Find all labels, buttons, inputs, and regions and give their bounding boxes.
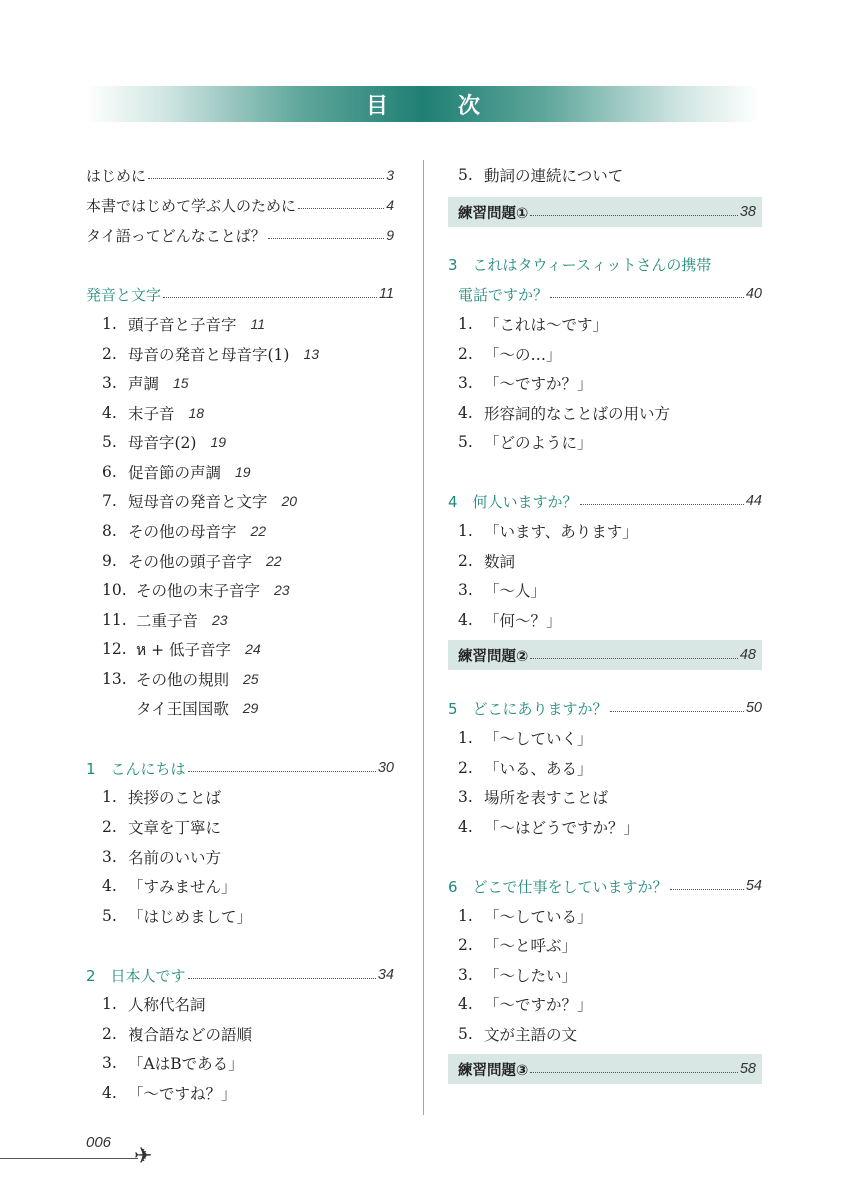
item-label: 形容詞的なことばの用い方: [484, 405, 671, 423]
item-label: 複合語などの語順: [128, 1026, 253, 1044]
exercise-title: 練習問題③: [458, 1062, 529, 1079]
leader-dots: [530, 658, 738, 659]
toc-subitem[interactable]: [86, 695, 394, 721]
toc-subitem[interactable]: [86, 1021, 394, 1047]
chapter-title: 4 何人いますか？: [448, 492, 578, 511]
toc-subitem[interactable]: [86, 459, 394, 485]
item-label: タイ王国国歌: [136, 700, 229, 718]
footer-rule: [0, 1158, 138, 1159]
item-number: 4.: [458, 995, 473, 1013]
toc-page-number: 38: [739, 204, 756, 220]
item-label: その他の規則: [136, 671, 230, 689]
item-number: 3.: [458, 788, 473, 806]
toc-subitem[interactable]: [448, 162, 762, 188]
item-number: 1.: [458, 315, 473, 333]
toc-page-number: 11: [378, 286, 394, 302]
item-number: 4.: [458, 404, 473, 422]
item-number: 1.: [102, 315, 117, 333]
toc-subitem[interactable]: [86, 1050, 394, 1076]
toc-subitem[interactable]: [86, 636, 394, 662]
toc-subitem[interactable]: [86, 429, 394, 455]
exercise-title: 練習問題①: [458, 205, 529, 222]
chapter-title: 6 どこで仕事をしていますか？: [448, 877, 668, 896]
section-title: 発音と文字: [86, 285, 162, 304]
airplane-icon: ✈: [134, 1144, 153, 1169]
toc-page-number: 30: [377, 760, 394, 776]
toc-subitem[interactable]: [86, 814, 394, 840]
toc-entry-label: はじめに: [86, 166, 147, 185]
item-number: 2.: [458, 936, 473, 954]
toc-subitem[interactable]: [448, 814, 762, 840]
item-label: 「〜の…」: [484, 346, 562, 364]
toc-chapter-4[interactable]: [448, 488, 762, 514]
toc-page-number: 54: [745, 878, 762, 894]
item-label: その他の母音字: [128, 523, 237, 541]
leader-dots: [163, 297, 377, 298]
item-label: その他の頭子音字: [128, 553, 253, 571]
toc-page-number: 13: [303, 346, 320, 362]
toc-page-number: 23: [274, 582, 290, 598]
item-label: 「どのように」: [484, 434, 593, 452]
toc-subitem[interactable]: [448, 341, 762, 367]
toc-entry-intro[interactable]: [86, 222, 394, 248]
leader-dots: [298, 208, 384, 209]
toc-chapter-3-cont[interactable]: [448, 281, 762, 307]
item-number: 3.: [458, 966, 473, 984]
toc-subitem[interactable]: [448, 932, 762, 958]
toc-entry-intro[interactable]: [86, 162, 394, 188]
item-label: 促音節の声調: [128, 464, 222, 482]
item-number: 4.: [458, 611, 473, 629]
item-label: 「〜していく」: [484, 730, 593, 748]
toc-page-number: 15: [173, 375, 189, 391]
item-number: 3.: [102, 374, 117, 392]
item-number: 6.: [102, 463, 117, 481]
toc-subitem[interactable]: [86, 311, 394, 337]
toc-subitem[interactable]: [448, 784, 762, 810]
leader-dots: [148, 178, 384, 179]
item-label: 「すみません」: [128, 878, 237, 896]
item-number: 5.: [102, 907, 117, 925]
item-label: 「〜と呼ぶ」: [484, 937, 578, 955]
toc-subitem[interactable]: [448, 518, 762, 544]
item-number: 5.: [458, 1025, 473, 1043]
toc-page-number: 50: [745, 700, 762, 716]
item-label: 数詞: [484, 553, 516, 571]
item-label: 「〜はどうですか？」: [484, 819, 640, 837]
toc-chapter-3[interactable]: [448, 251, 762, 277]
toc-page-number: 18: [188, 405, 205, 421]
leader-dots: [530, 215, 738, 216]
page-title: 目 次: [365, 93, 504, 119]
toc-subitem[interactable]: [86, 488, 394, 514]
toc-page-number: 48: [739, 647, 756, 663]
item-label: 人称代名詞: [128, 996, 206, 1014]
page-number: 006: [86, 1134, 112, 1151]
toc-subitem[interactable]: [86, 548, 394, 574]
toc-page-number: 34: [377, 967, 394, 983]
chapter-title: 1 こんにちは: [86, 759, 186, 778]
toc-page-number: 4: [386, 197, 394, 213]
item-label: 「何〜？」: [484, 612, 562, 630]
toc-subitem[interactable]: [86, 666, 394, 692]
leader-dots: [188, 771, 376, 772]
toc-subitem[interactable]: [86, 400, 394, 426]
item-label: 「〜している」: [484, 908, 593, 926]
chapter-title-cont: 電話ですか？: [458, 285, 549, 304]
toc-entry-label: 本書ではじめて学ぶ人のために: [86, 196, 297, 215]
leader-dots: [580, 504, 744, 505]
item-number: 1.: [458, 522, 473, 540]
toc-page-number: 25: [243, 671, 259, 687]
item-number: 3.: [102, 848, 117, 866]
item-label: 「〜ですね？」: [128, 1085, 237, 1103]
item-label: 文章を丁寧に: [128, 819, 222, 837]
toc-subitem[interactable]: [86, 784, 394, 810]
toc-subitem[interactable]: [448, 311, 762, 337]
toc-page-number: 9: [386, 227, 394, 243]
toc-section-pronunciation[interactable]: [86, 281, 394, 307]
item-number: 1.: [458, 907, 473, 925]
item-label: 「AはBである」: [128, 1055, 244, 1073]
toc-exercise-3[interactable]: [448, 1054, 762, 1084]
toc-subitem[interactable]: [86, 341, 394, 367]
toc-subitem[interactable]: [86, 370, 394, 396]
toc-subitem[interactable]: [448, 991, 762, 1017]
item-number: 2.: [458, 759, 473, 777]
toc-chapter-1[interactable]: [86, 755, 394, 781]
toc-subitem[interactable]: [448, 548, 762, 574]
item-number: 4.: [458, 818, 473, 836]
toc-subitem[interactable]: [448, 400, 762, 426]
item-number: 13.: [102, 670, 127, 688]
chapter-title: 5 どこにありますか？: [448, 699, 608, 718]
item-label: 声調: [128, 375, 160, 393]
toc-subitem[interactable]: [448, 577, 762, 603]
toc-subitem[interactable]: [86, 873, 394, 899]
item-label: 短母音の発音と文字: [128, 493, 268, 511]
item-number: 2.: [102, 345, 117, 363]
toc-page-number: 22: [266, 553, 282, 569]
chapter-title: 2 日本人です: [86, 966, 186, 985]
leader-dots: [610, 711, 744, 712]
item-number: 3.: [458, 374, 473, 392]
item-number: 1.: [102, 995, 117, 1013]
toc-page-number: 44: [745, 493, 762, 509]
item-label: 「〜ですか？」: [484, 375, 593, 393]
toc-title-bar: [86, 86, 760, 122]
toc-subitem[interactable]: [86, 518, 394, 544]
toc-page-number: 23: [212, 612, 228, 628]
item-number: 2.: [102, 818, 117, 836]
column-divider: [423, 160, 424, 1115]
toc-page-number: 40: [745, 286, 762, 302]
item-label: 「〜人」: [484, 582, 547, 600]
toc-subitem[interactable]: [448, 370, 762, 396]
toc-exercise-1[interactable]: [448, 197, 762, 227]
item-label: ห + 低子音字: [136, 640, 232, 659]
toc-subitem[interactable]: [448, 903, 762, 929]
toc-page-number: 19: [210, 434, 227, 450]
leader-dots: [268, 238, 385, 239]
item-label: 名前のいい方: [128, 849, 222, 867]
item-number: 4.: [102, 1084, 117, 1102]
toc-subitem[interactable]: [448, 962, 762, 988]
item-number: 8.: [102, 522, 117, 540]
item-number: 7.: [102, 492, 117, 510]
toc-page-number: 3: [386, 167, 394, 183]
item-label: 末子音: [128, 405, 175, 423]
toc-chapter-6[interactable]: [448, 873, 762, 899]
item-label: 文が主語の文: [484, 1026, 578, 1044]
item-label: 挨拶のことば: [128, 789, 222, 807]
toc-page-number: 24: [245, 641, 261, 657]
item-label: 「いる、ある」: [484, 760, 593, 778]
item-label: その他の末子音字: [136, 582, 261, 600]
toc-subitem[interactable]: [86, 577, 394, 603]
toc-page-number: 29: [242, 700, 259, 716]
item-label: 「〜したい」: [484, 967, 578, 985]
item-number: 5.: [458, 433, 473, 451]
item-number: 1.: [102, 788, 117, 806]
toc-page-number: 19: [235, 464, 251, 480]
item-number: 5.: [102, 433, 117, 451]
leader-dots: [188, 978, 376, 979]
exercise-title: 練習問題②: [458, 648, 529, 665]
item-label: 「これは〜です」: [484, 316, 609, 334]
item-number: 2.: [458, 345, 473, 363]
toc-entry-label: タイ語ってどんなことば？: [86, 226, 266, 245]
item-number: 2.: [102, 1025, 117, 1043]
toc-page-number: 20: [281, 493, 298, 509]
item-label: 母音の発音と母音字(1): [128, 346, 290, 364]
toc-chapter-5[interactable]: [448, 695, 762, 721]
toc-subitem[interactable]: [86, 844, 394, 870]
item-number: 4.: [102, 877, 117, 895]
item-label: 二重子音: [136, 612, 199, 630]
item-number: 10.: [102, 581, 127, 599]
toc-subitem[interactable]: [448, 607, 762, 633]
toc-subitem[interactable]: [448, 429, 762, 455]
item-label: 「はじめまして」: [128, 908, 253, 926]
leader-dots: [670, 889, 744, 890]
toc-page-number: 58: [739, 1061, 756, 1077]
item-label: 場所を表すことば: [484, 789, 609, 807]
toc-subitem[interactable]: [86, 607, 394, 633]
leader-dots: [550, 297, 744, 298]
toc-chapter-2[interactable]: [86, 962, 394, 988]
item-number: 4.: [102, 404, 117, 422]
toc-subitem[interactable]: [86, 1080, 394, 1106]
toc-subitem[interactable]: [448, 755, 762, 781]
item-label: 母音字(2): [128, 434, 197, 452]
item-number: 3.: [102, 1054, 117, 1072]
toc-page-number: 11: [250, 316, 266, 332]
item-number: 3.: [458, 581, 473, 599]
item-label: 頭子音と子音字: [128, 316, 237, 334]
item-number: 11.: [102, 611, 127, 629]
item-number: 9.: [102, 552, 117, 570]
item-number: 1.: [458, 729, 473, 747]
item-number: 2.: [458, 552, 473, 570]
chapter-title: 3 これはタウィースィットさんの携帯: [448, 255, 712, 274]
toc-subitem[interactable]: [86, 903, 394, 929]
item-number: 5.: [458, 166, 473, 184]
item-label: 「います、あります」: [484, 523, 638, 541]
toc-subitem[interactable]: [86, 991, 394, 1017]
toc-entry-intro[interactable]: [86, 192, 394, 218]
item-label: 「〜ですか？」: [484, 996, 593, 1014]
toc-subitem[interactable]: [448, 725, 762, 751]
item-number: 12.: [102, 640, 127, 658]
toc-subitem[interactable]: [448, 1021, 762, 1047]
toc-exercise-2[interactable]: [448, 640, 762, 670]
leader-dots: [530, 1072, 738, 1073]
item-label: 動詞の連続について: [484, 167, 624, 185]
toc-page-number: 22: [250, 523, 267, 539]
